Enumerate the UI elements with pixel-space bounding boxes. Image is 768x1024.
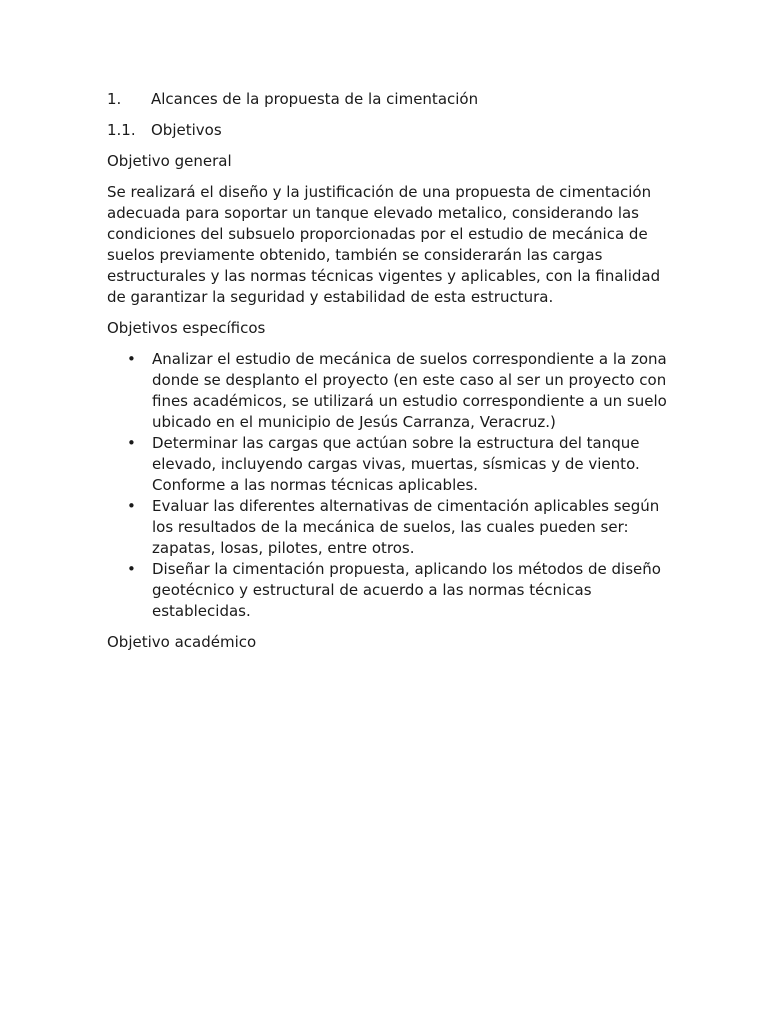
list-item [107, 559, 667, 622]
list-item-text: Evaluar las diferentes alternativas de cimentación aplicables según los resultados de la mecánica de suelos, las cuales pueden ser: zapatas, losas, pilotes, entre otros. [152, 497, 660, 557]
list-item [107, 433, 667, 496]
section-number: 1. [107, 90, 122, 108]
list-item-text: Diseñar la cimentación propuesta, aplicando los métodos de diseño geotécnico y estructural de acuerdo a las normas técnicas establecidas. [152, 560, 661, 620]
section-title: Alcances de la propuesta de la cimentación [151, 90, 479, 108]
section-heading-1-1 [107, 120, 667, 141]
bullet-icon: • [127, 350, 136, 368]
general-objective-text: Se realizará el diseño y la justificación de una propuesta de cimentación adecuada para soportar un tanque elevado metalico, considerando las condiciones del subsuelo proporcionadas por el estudio de mecánica de suelos previamente obtenido, también se considerarán las cargas estructurales y las normas técnicas vigentes y aplicables, con la finalidad de garantizar la seguridad y estabilidad de esta estructura. [107, 183, 661, 306]
bullet-icon: • [127, 497, 136, 515]
list-item [107, 496, 667, 559]
subsection-number: 1.1. [107, 121, 136, 139]
bullet-icon: • [127, 560, 136, 578]
general-objective-heading: Objetivo general [107, 152, 232, 170]
subsection-title: Objetivos [151, 121, 222, 139]
bullet-icon: • [127, 434, 136, 452]
list-item [107, 349, 667, 433]
section-heading-1 [107, 89, 667, 110]
document-body [107, 89, 667, 663]
list-item-text: Analizar el estudio de mecánica de suelos correspondiente a la zona donde se desplanto el proyecto (en este caso al ser un proyecto con fines académicos, se utilizará un estudio correspondiente a un suelo ubicado en el municipio de Jesús Carranza, Veracruz.) [152, 350, 667, 431]
specific-objectives-list [107, 349, 667, 622]
list-item-text: Determinar las cargas que actúan sobre la estructura del tanque elevado, incluyendo cargas vivas, muertas, sísmicas y de viento. Conforme a las normas técnicas aplicables. [152, 434, 640, 494]
academic-objective-heading: Objetivo académico [107, 633, 257, 651]
specific-objectives-heading: Objetivos específicos [107, 319, 266, 337]
